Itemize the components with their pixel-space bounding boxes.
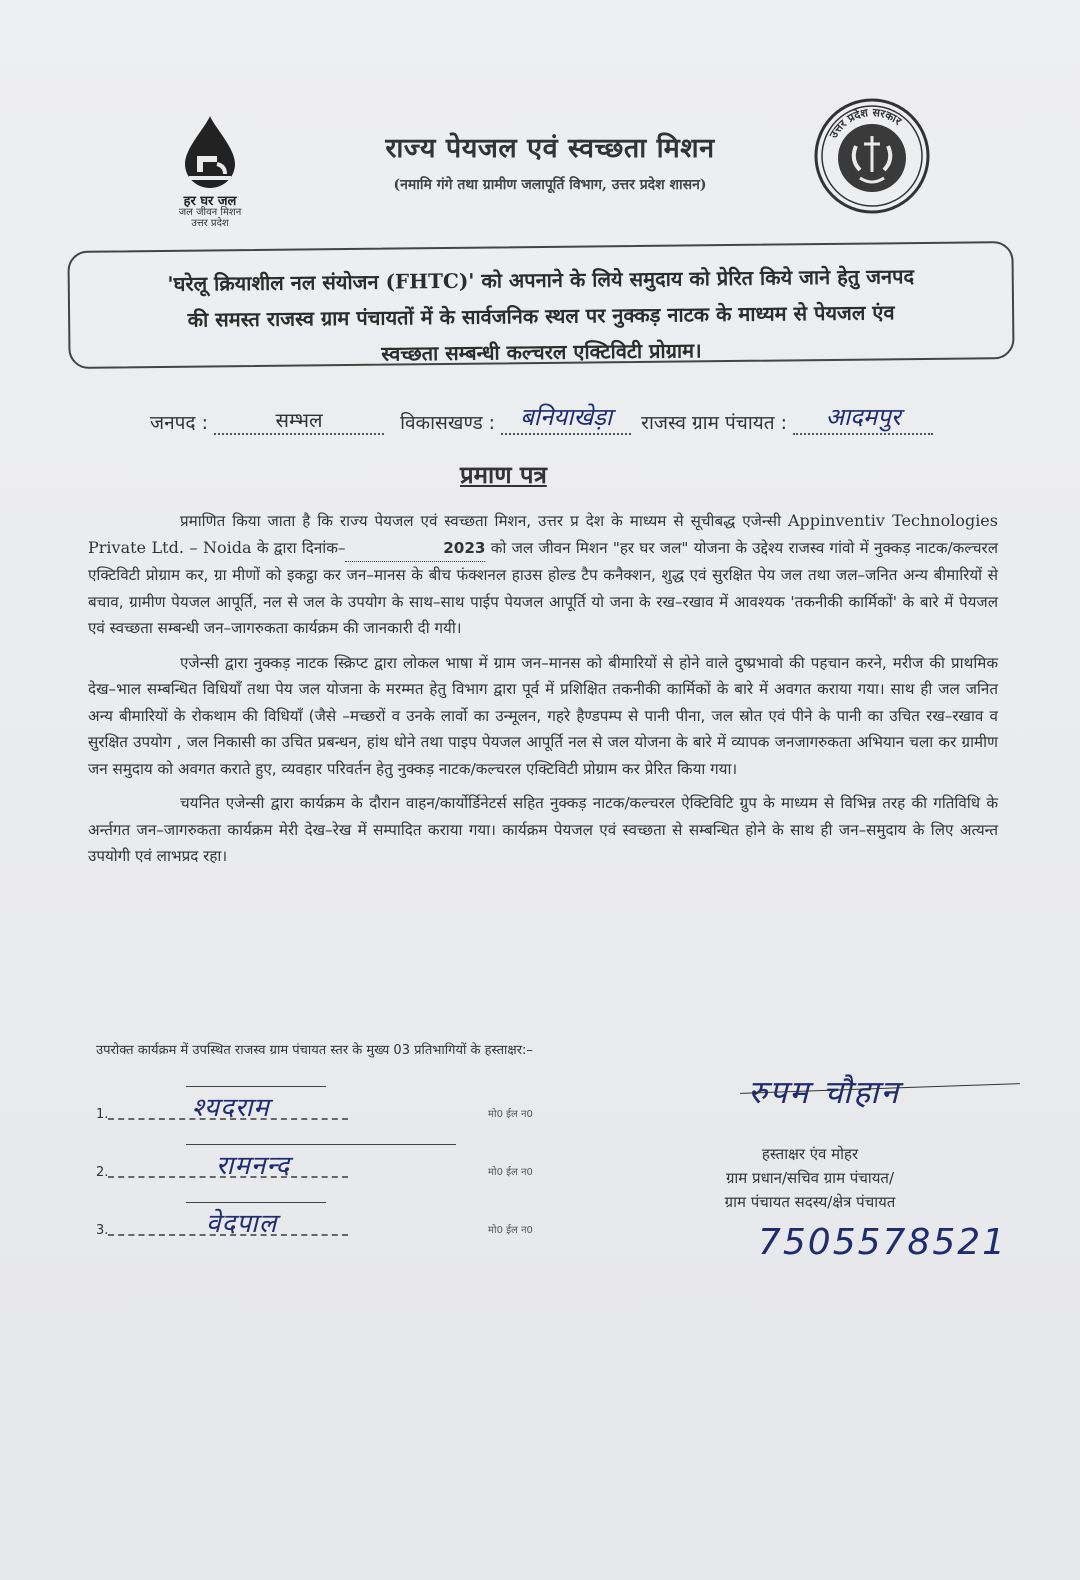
paragraph-2: एजेन्सी द्वारा नुक्कड़ नाटक स्क्रिप्ट द्वारा लोकल भाषा में ग्राम जन–मानस को बीमारियों से होने वाले दुष्प्रभावो की पहचान करने, मरीज की प्राथमिक देख–भाल सम्बन्धित विधियाँ तथा पेय जल योजना के मरम्मत हेतु विभाग द्वारा पूर्व में प्रशिक्षित तकनीकी कार्मिकों के बारे में अवगत कराया गया। साथ ही जल जनित अन्य बीमारियों के रोकथाम की विधियाँ (जैसे –मच्छरों व उनके लार्वो का उन्मूलन, गहरे हैण्डपम्प से पानी पीना, जल स्रोत एवं पीने के पानी का उचित रख–रखाव व सुरक्षित उपयोग , जल निकासी का उचित प्रबन्धन, हांथ धोने तथा पाइप पेयजल आपूर्ति नल से जल योजना के बारे में व्यापक जनजागरुकता अभियान चला कर ग्रामीण जन समुदाय को अवगत कराते हुए, व्यवहार परिवर्तन हेतु नुक्कड़ नाटक/कल्चरल एक्टिविटी प्रोग्राम कर प्रेरित किया गया।	[88, 653, 998, 778]
page-subtitle: (नमामि गंगे तथा ग्रामीण जलापूर्ति विभाग, उत्तर प्रदेश शासन)	[393, 177, 707, 193]
program-line-1: 'घरेलू क्रियाशील नल संयोजन (FHTC)' को अपनाने के लिये समुदाय को प्रेरित किये जाने हेतु जनपद	[167, 264, 915, 296]
mobile-label: मो0 ईल न0	[488, 1225, 533, 1236]
participant-number: 2.	[96, 1165, 109, 1180]
vikas-value: बनियाखेड़ा	[520, 403, 613, 431]
logo-text-1: हर घर जल	[183, 194, 237, 209]
signatory-line-1: हस्ताक्षर एंव मोहर	[761, 1145, 859, 1163]
location-fields-row	[150, 400, 1050, 440]
p1-text-c: को जल जीवन मिशन "हर घर जल" योजना के उद्देश्य राजस्व गांवो में नुक्कड़ नाटक/कल्चरल एक्टिविटी प्रोग्राम कर, ग्रा मीणों को इकट्ठा कर जन–मानस के बीच फंक्शनल हाउस होल्ड टैप कनैक्शन, शुद्ध एवं सुरक्षित पेय जल तथा जल–जनित अन्य बीमारियों से बचाव, ग्रामीण पेयजल आपूर्ति, नल से जल के उपयोग के साथ–साथ पाईप पेयजल आपूर्ति यो जना के रख–रखाव में आवश्यक 'तकनीकी कार्मिकों' के बारे में पेयजल एवं स्वच्छता सम्बन्धी जन–जागरुकता कार्यक्रम की जानकारी दी गयी।	[88, 538, 999, 637]
logo-text-2: जल जीवन मिशन	[178, 207, 242, 218]
participant-row	[96, 1086, 576, 1126]
gram-label: राजस्व ग्राम पंचायत :	[641, 412, 788, 434]
signatory-phone: 7505578521	[758, 1222, 1008, 1263]
p1-text-b: के द्वारा दिनांक–	[256, 538, 346, 557]
participant-row	[96, 1202, 576, 1242]
paragraph-1	[88, 508, 998, 642]
vikas-field	[501, 400, 631, 435]
date-value: 2023	[443, 538, 486, 557]
gram-field	[793, 400, 933, 435]
logo-text-3: उत्तर प्रदेश	[191, 218, 229, 229]
signature-line	[186, 1086, 326, 1087]
gram-value: आदमपुर	[825, 403, 901, 431]
water-drop-icon	[175, 112, 245, 192]
signatory-signature: रुपम चौहान	[748, 1073, 901, 1111]
participant-number: 1.	[96, 1107, 109, 1122]
participant-row	[96, 1144, 576, 1184]
signature-line	[186, 1144, 456, 1145]
signature-line	[186, 1202, 326, 1203]
signatory-line-3: ग्राम पंचायत सदस्य/क्षेत्र पंचायत	[724, 1193, 896, 1211]
signatory-line-2: ग्राम प्रधान/सचिव ग्राम पंचायत/	[725, 1169, 895, 1187]
participant-signature: वेदपाल	[206, 1209, 278, 1239]
janpad-label: जनपद :	[150, 412, 208, 434]
participant-signature: श्यदराम	[192, 1093, 270, 1123]
up-government-seal-icon	[812, 96, 932, 216]
certificate-body	[88, 508, 998, 878]
janpad-field	[214, 406, 384, 435]
janpad-value: सम्भल	[275, 408, 323, 432]
mobile-label: मो0 ईल न0	[488, 1109, 533, 1120]
signatory-block	[640, 1142, 980, 1214]
participant-number: 3.	[96, 1223, 109, 1238]
paragraph-3: चयनित एजेन्सी द्वारा कार्यक्रम के दौरान वाहन/कार्योर्डिनेटर्स सहित नुक्कड़ नाटक/कल्चरल ऐक्टिविटि ग्रुप के माध्यम से विभिन्न तरह की गतिविधि के अर्न्तगत जन–जागरुकता कार्यक्रम मेरी देख–रेख में सम्पादित कराया गया। कार्यक्रम पेयजल एवं स्वच्छता से सम्बन्धित होने के साथ ही जन–समुदाय के लिए अत्यन्त उपयोगी एवं लाभप्रद रहा।	[88, 794, 998, 865]
program-line-3: स्वच्छता सम्बन्धी कल्चरल एक्टिविटी प्रोग्राम।	[381, 338, 702, 366]
jal-jeevan-logo	[160, 112, 260, 229]
date-field	[345, 535, 485, 563]
program-line-2: की समस्त राजस्व ग्राम पंचायतों में के सार्वजनिक स्थल पर नुक्कड़ नाटक के माध्यम से पेयजल एंव	[187, 300, 895, 332]
participants-label: उपरोक्त कार्यक्रम में उपस्थित राजस्व ग्राम पंचायत स्तर के मुख्य 03 प्रतिभागियों के हस्ताक्षर:–	[96, 1043, 533, 1058]
header-title-block	[300, 128, 800, 194]
seal-text: उत्तर प्रदेश सरकार	[826, 105, 904, 141]
mobile-label: मो0 ईल न0	[488, 1167, 533, 1178]
p1-text-a: प्रमाणित किया जाता है कि राज्य पेयजल एवं स्वच्छता मिशन, उत्तर प्र देश के माध्यम से सूचीबद्ध एजेन्सी	[180, 512, 782, 530]
vikas-label: विकासखण्ड :	[400, 412, 496, 434]
program-description-box	[67, 241, 1014, 369]
participant-signature: रामनन्द	[216, 1151, 291, 1181]
page-title: राज्य पेयजल एवं स्वच्छता मिशन	[385, 133, 715, 164]
certificate-title: प्रमाण पत्र	[460, 460, 547, 489]
agency-name: Appinventiv Technologies Private Ltd. – Noida	[88, 511, 998, 557]
